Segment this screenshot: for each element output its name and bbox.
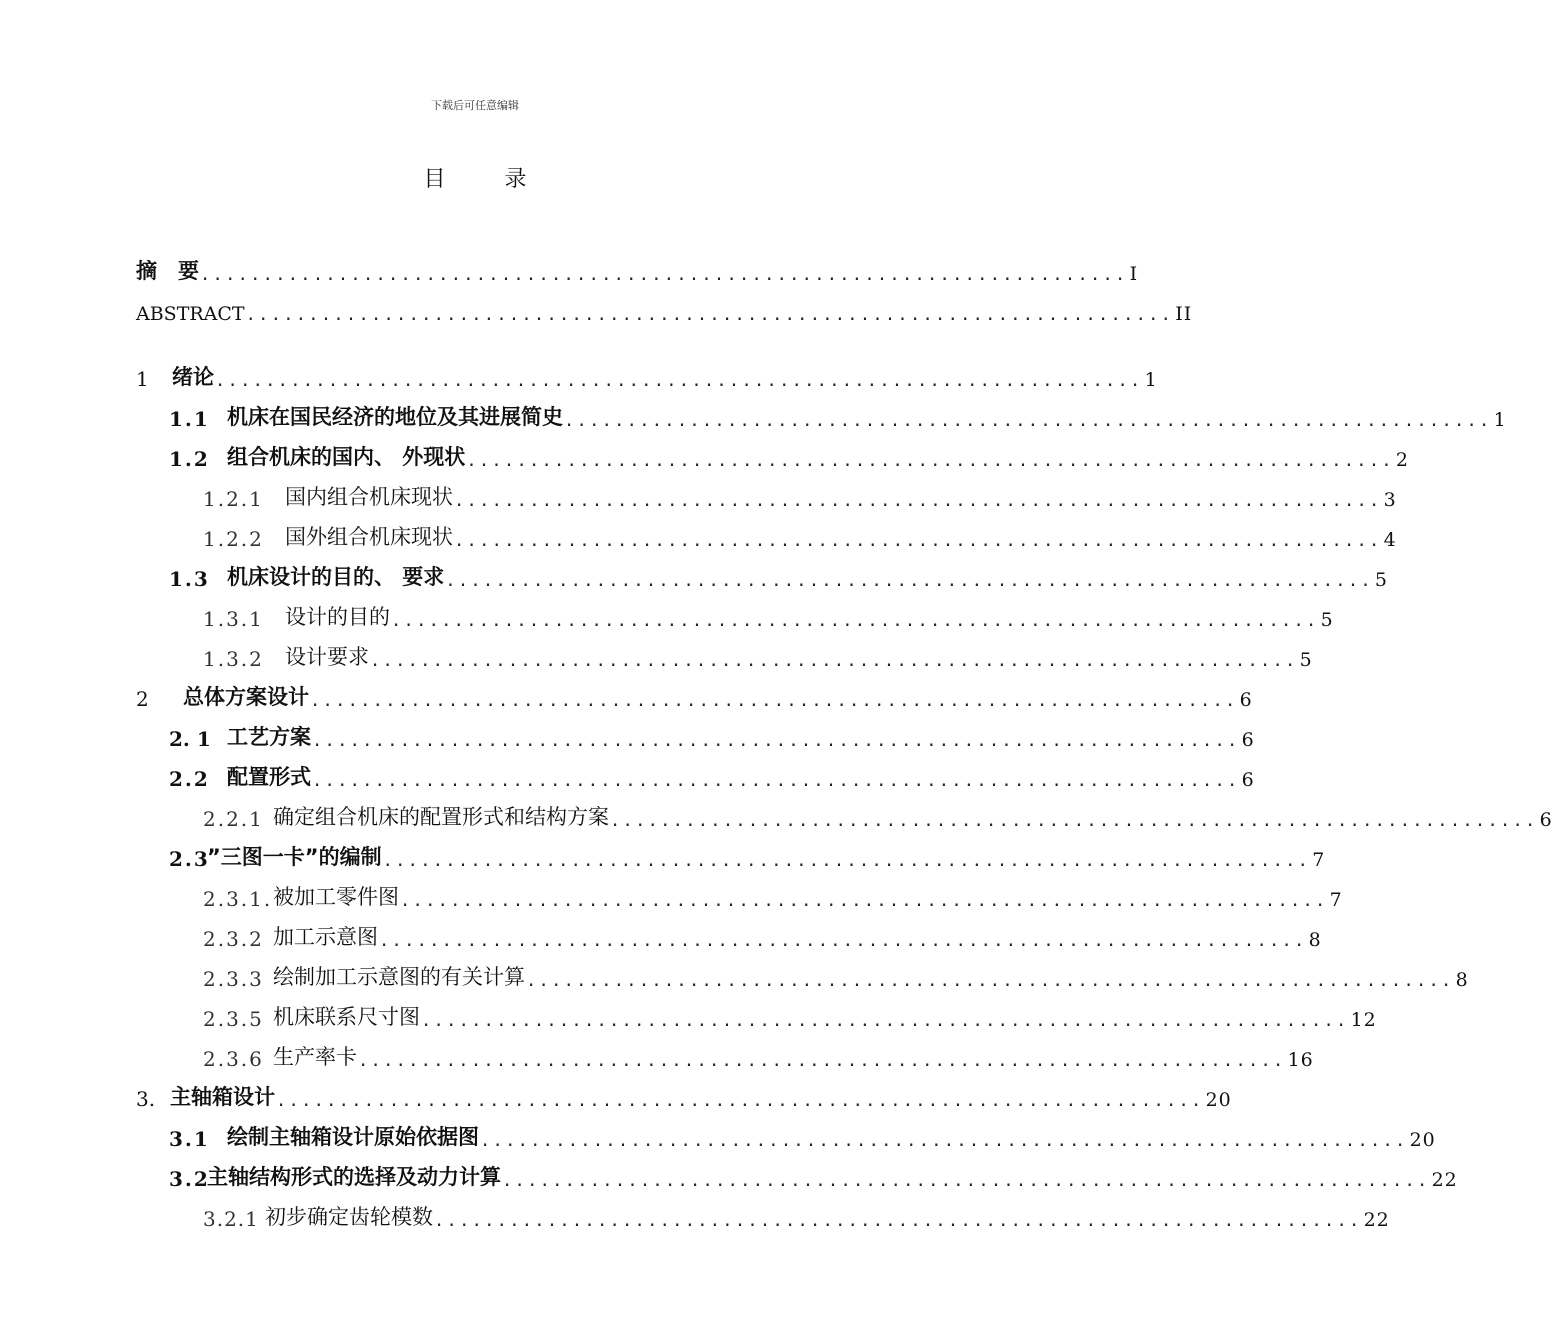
dot-leader: .......................................................................... xyxy=(379,931,1307,951)
toc-entry-text: 被加工零件图 xyxy=(273,885,399,909)
toc-entry-text: ”三图一卡”的编制 xyxy=(207,845,382,869)
toc-entry-subsection-1-2-1[interactable] xyxy=(203,471,1397,511)
dot-leader: .......................................................................... xyxy=(276,1091,1204,1111)
dot-leader: .......................................................................... xyxy=(434,1211,1362,1231)
toc-entry-text: 工艺方案 xyxy=(227,725,311,749)
toc-entry-number: 2.2 xyxy=(169,767,210,791)
toc-entry-abstract-en[interactable] xyxy=(136,285,1193,325)
toc-entry-chapter-1[interactable] xyxy=(136,351,1158,391)
dot-leader: .......................................................................... xyxy=(502,1171,1430,1191)
toc-entry-page: 1 xyxy=(1144,369,1158,391)
toc-entry-text: 主轴结构形式的选择及动力计算 xyxy=(207,1165,501,1189)
toc-entry-number: 2. 1 xyxy=(169,727,211,751)
toc-entry-text: 绘制主轴箱设计原始依据图 xyxy=(227,1125,479,1149)
toc-entry-page: 5 xyxy=(1374,569,1388,591)
toc-entry-page: 6 xyxy=(1539,809,1553,831)
toc-entry-section-2-2[interactable] xyxy=(169,751,1255,791)
toc-entry-page: 5 xyxy=(1299,649,1313,671)
toc-entry-number: 2.3.1. xyxy=(203,887,273,911)
toc-entry-text: 机床在国民经济的地位及其进展简史 xyxy=(227,405,563,429)
toc-entry-text: 绘制加工示意图的有关计算 xyxy=(273,965,525,989)
toc-entry-text: 国外组合机床现状 xyxy=(285,525,453,549)
toc-entry-number: 3. xyxy=(136,1087,156,1111)
toc-entry-page: I xyxy=(1129,263,1139,285)
toc-entry-number: 3.1 xyxy=(169,1127,210,1151)
toc-entry-text: 机床联系尺寸图 xyxy=(273,1005,420,1029)
toc-entry-page: 6 xyxy=(1241,729,1255,751)
toc-entry-number: 1.3.1 xyxy=(203,607,264,631)
dot-leader: .......................................................................... xyxy=(610,811,1538,831)
dot-leader: .......................................................................... xyxy=(215,371,1143,391)
toc-entry-text: 组合机床的国内、 外现状 xyxy=(227,445,466,469)
toc-entry-number: 1.3 xyxy=(169,567,210,591)
toc-entry-subsection-2-3-5[interactable] xyxy=(203,991,1377,1031)
toc-entry-text: 确定组合机床的配置形式和结构方案 xyxy=(273,805,609,829)
dot-leader: .......................................................................... xyxy=(312,771,1240,791)
toc-entry-page: 7 xyxy=(1312,849,1326,871)
toc-entry-text: 总体方案设计 xyxy=(183,685,309,709)
toc-entry-section-2-3[interactable] xyxy=(169,831,1326,871)
toc-entry-number: 2 xyxy=(136,687,149,711)
toc-entry-text: ABSTRACT xyxy=(136,303,245,325)
toc-entry-subsection-2-3-3[interactable] xyxy=(203,951,1469,991)
toc-entry-number: 1.1 xyxy=(169,407,210,431)
dot-leader: .......................................................................... xyxy=(466,451,1394,471)
dot-leader: .......................................................................... xyxy=(421,1011,1349,1031)
toc-entry-section-3-1[interactable] xyxy=(169,1111,1436,1151)
dot-leader: .......................................................................... xyxy=(200,265,1128,285)
dot-leader: .......................................................................... xyxy=(564,411,1492,431)
toc-entry-page: 1 xyxy=(1493,409,1507,431)
toc-entry-page: 22 xyxy=(1431,1169,1458,1191)
dot-leader: .......................................................................... xyxy=(391,611,1319,631)
dot-leader: .......................................................................... xyxy=(370,651,1298,671)
toc-entry-text: 国内组合机床现状 xyxy=(285,485,453,509)
dot-leader: .......................................................................... xyxy=(400,891,1328,911)
toc-entry-text: 主轴箱设计 xyxy=(170,1085,275,1109)
toc-entry-number: 1.2 xyxy=(169,447,210,471)
toc-entry-number: 2.3 xyxy=(169,847,210,871)
toc-entry-section-1-2[interactable] xyxy=(169,431,1409,471)
toc-entry-section-2-1[interactable] xyxy=(169,711,1255,751)
toc-entry-page: 22 xyxy=(1363,1209,1390,1231)
dot-leader: .......................................................................... xyxy=(312,731,1240,751)
toc-entry-number: 2.3.6 xyxy=(203,1047,264,1071)
toc-entry-abstract-cn[interactable] xyxy=(136,245,1139,285)
toc-entry-subsection-1-3-1[interactable] xyxy=(203,591,1334,631)
toc-entry-page: 8 xyxy=(1455,969,1469,991)
dot-leader: .......................................................................... xyxy=(480,1131,1408,1151)
toc-entry-chapter-3[interactable] xyxy=(136,1071,1232,1111)
toc-entry-page: 6 xyxy=(1241,769,1255,791)
toc-entry-number: 2.2.1 xyxy=(203,807,264,831)
dot-leader: .......................................................................... xyxy=(526,971,1454,991)
toc-entry-number: 3.2.1 xyxy=(203,1207,259,1231)
toc-entry-section-1-3[interactable] xyxy=(169,551,1388,591)
toc-entry-text: 生产率卡 xyxy=(273,1045,357,1069)
dot-leader: .......................................................................... xyxy=(245,305,1174,325)
toc-entry-subsection-1-2-2[interactable] xyxy=(203,511,1397,551)
dot-leader: .......................................................................... xyxy=(310,691,1238,711)
toc-entry-chapter-2[interactable] xyxy=(136,671,1253,711)
toc-entry-page: 6 xyxy=(1239,689,1253,711)
toc-entry-text: 设计的目的 xyxy=(285,605,390,629)
toc-entry-text: 摘 要 xyxy=(136,259,199,283)
toc-entry-number: 2.3.3 xyxy=(203,967,264,991)
toc-entry-number: 1.2.1 xyxy=(203,487,264,511)
toc-entry-subsection-2-2-1[interactable] xyxy=(203,791,1553,831)
toc-entry-page: II xyxy=(1175,303,1193,325)
toc-entry-text: 配置形式 xyxy=(227,765,311,789)
toc-entry-page: 20 xyxy=(1409,1129,1436,1151)
dot-leader: .......................................................................... xyxy=(445,571,1373,591)
toc-entry-page: 4 xyxy=(1383,529,1397,551)
toc-entry-number: 1.3.2 xyxy=(203,647,264,671)
toc-entry-page: 12 xyxy=(1350,1009,1377,1031)
page-title: 目 录 xyxy=(423,167,553,192)
toc-entry-section-1-1[interactable] xyxy=(169,391,1507,431)
dot-leader: .......................................................................... xyxy=(358,1051,1286,1071)
dot-leader: .......................................................................... xyxy=(454,531,1382,551)
header-note: 下载后可任意编辑 xyxy=(431,99,519,112)
toc-entry-number: 1 xyxy=(136,367,149,391)
toc-entry-text: 初步确定齿轮模数 xyxy=(265,1205,433,1229)
toc-entry-number: 2.3.5 xyxy=(203,1007,264,1031)
toc-entry-page: 7 xyxy=(1329,889,1343,911)
toc-entry-text: 加工示意图 xyxy=(273,925,378,949)
toc-entry-section-3-2[interactable] xyxy=(169,1151,1458,1191)
toc-entry-page: 3 xyxy=(1383,489,1397,511)
toc-entry-subsection-2-3-1[interactable] xyxy=(203,871,1343,911)
toc-entry-text: 设计要求 xyxy=(285,645,369,669)
dot-leader: .......................................................................... xyxy=(454,491,1382,511)
toc-entry-page: 20 xyxy=(1205,1089,1232,1111)
toc-entry-page: 5 xyxy=(1320,609,1334,631)
toc-entry-page: 16 xyxy=(1287,1049,1314,1071)
toc-entry-subsection-2-3-2[interactable] xyxy=(203,911,1322,951)
toc-entry-text: 机床设计的目的、 要求 xyxy=(227,565,445,589)
toc-entry-subsection-2-3-6[interactable] xyxy=(203,1031,1314,1071)
toc-entry-number: 1.2.2 xyxy=(203,527,264,551)
toc-entry-subsection-1-3-2[interactable] xyxy=(203,631,1313,671)
toc-entry-subsection-3-2-1[interactable] xyxy=(203,1191,1390,1231)
toc-entry-page: 2 xyxy=(1395,449,1409,471)
toc-entry-number: 3.2 xyxy=(169,1167,210,1191)
dot-leader: .......................................................................... xyxy=(382,851,1311,871)
toc-entry-text: 绪论 xyxy=(172,365,214,389)
toc-entry-number: 2.3.2 xyxy=(203,927,264,951)
toc-entry-page: 8 xyxy=(1308,929,1322,951)
